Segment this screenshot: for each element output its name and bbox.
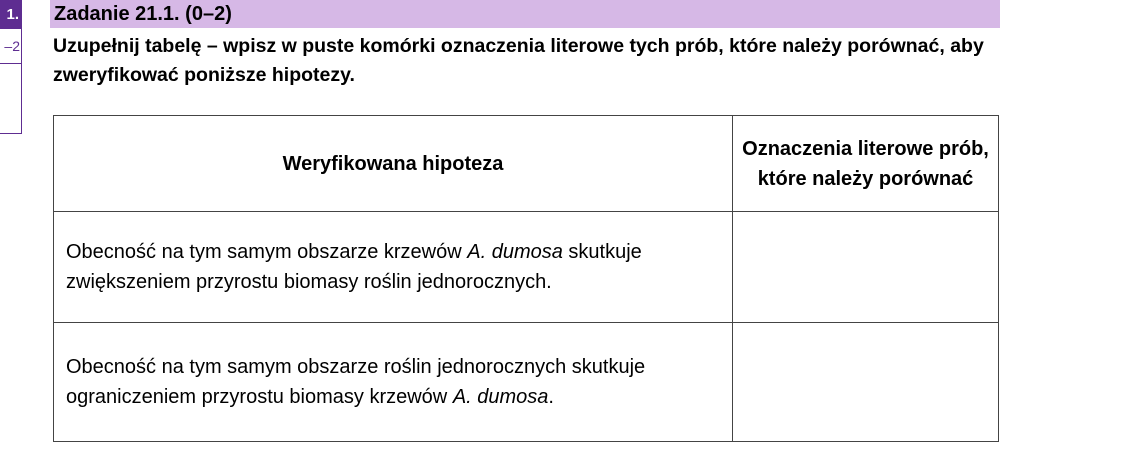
answer-cell[interactable] — [733, 323, 999, 442]
species-name: A. dumosa — [467, 241, 563, 263]
table-row — [54, 212, 999, 323]
table-row — [54, 323, 999, 442]
points-label: –2 — [0, 28, 22, 64]
hypothesis-table — [53, 115, 999, 442]
task-header: Zadanie 21.1. (0–2) — [50, 0, 1000, 28]
hypothesis-text: skutkuje zwiększeniem przyrostu biomasy roślin jednorocznych. — [66, 241, 642, 293]
hypothesis-text: Obecność na tym samym obszarze roślin jednorocznych skutkuje ograniczeniem przyrostu biomasy krzewów — [66, 356, 646, 408]
header-hypothesis: Weryfikowana hipoteza — [54, 116, 733, 212]
task-instruction: Uzupełnij tabelę – wpisz w puste komórki oznaczenia literowe tych prób, które należy porównać, aby zweryfikować poniższe hipotezy. — [53, 35, 984, 86]
answer-cell[interactable] — [733, 212, 999, 323]
table-header-row — [54, 116, 999, 212]
task-number-badge — [0, 0, 22, 28]
hypothesis-text: Obecność na tym samym obszarze krzewów — [66, 241, 468, 263]
hypothesis-text: . — [548, 386, 554, 408]
hypothesis-cell — [54, 212, 733, 323]
task-number: 1. — [6, 5, 19, 23]
header-sample-labels: Oznaczenia literowe prób, które należy porównać — [733, 116, 999, 212]
hypothesis-cell — [54, 323, 733, 442]
species-name: A. dumosa — [452, 386, 549, 408]
